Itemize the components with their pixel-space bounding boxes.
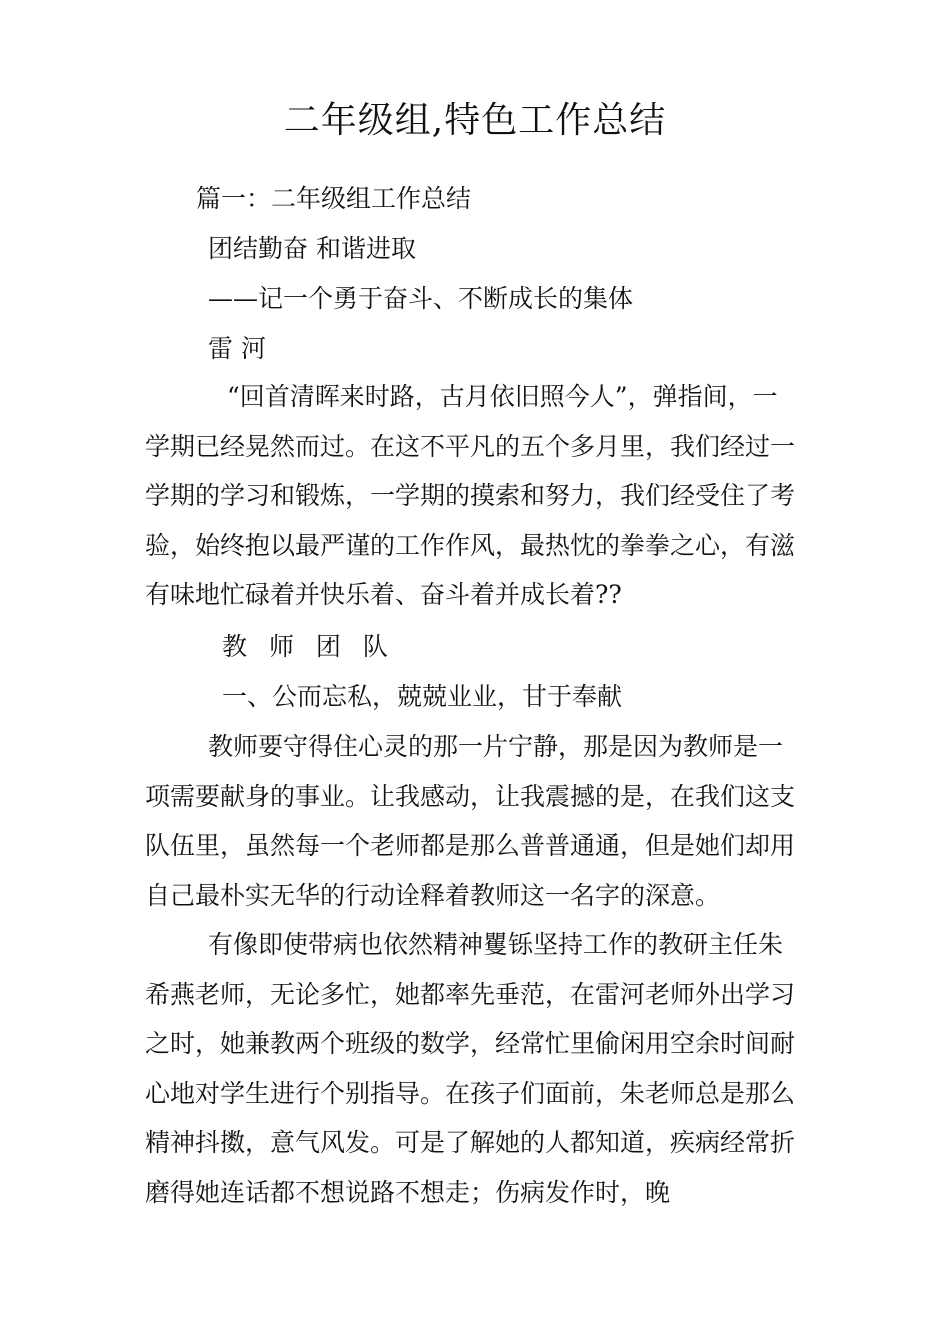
paragraph-line: “回首清晖来时路，古月依旧照今人”，弹指间，一 bbox=[227, 382, 778, 411]
paragraph-line: 学期已经晃然而过。在这不平凡的五个多月里，我们经过一 bbox=[145, 431, 796, 461]
article-subheading: ——记一个勇于奋斗、不断成长的集体 bbox=[208, 284, 634, 313]
section-subtitle: 一、公而忘私，兢兢业业，甘于奉献 bbox=[222, 682, 623, 711]
paragraph-line: 心地对学生进行个别指导。在孩子们面前，朱老师总是那么 bbox=[145, 1078, 796, 1108]
paragraph-line: 队伍里，虽然每一个老师都是那么普普通通，但是她们却用 bbox=[145, 831, 796, 860]
article-heading: 团结勤奋 和谐进取 bbox=[208, 234, 416, 263]
intro-paragraph bbox=[145, 372, 825, 620]
paragraph-line: 教师要守得住心灵的那一片宁静，那是因为教师是一 bbox=[208, 732, 784, 761]
body-paragraph-2 bbox=[145, 920, 825, 1217]
paragraph-line: 验，始终抱以最严谨的工作作风，最热忱的拳拳之心，有滋 bbox=[145, 530, 796, 560]
paragraph-line: 希燕老师，无论多忙，她都率先垂范，在雷河老师外出学习 bbox=[145, 979, 796, 1009]
body-paragraph-1 bbox=[145, 722, 825, 920]
section-title: 教 师 团 队 bbox=[222, 632, 395, 661]
paragraph-line: 学期的学习和锻炼，一学期的摸索和努力，我们经受住了考 bbox=[145, 481, 796, 510]
document-title: 二年级组,特色工作总结 bbox=[283, 100, 667, 141]
paragraph-line: 之时，她兼教两个班级的数学，经常忙里偷闲用空余时间耐 bbox=[145, 1029, 796, 1058]
paragraph-line: 有像即使带病也依然精神矍铄坚持工作的教研主任朱 bbox=[208, 930, 784, 959]
paragraph-line: 磨得她连话都不想说路不想走；伤病发作时，晚 bbox=[145, 1177, 671, 1207]
paragraph-line: 项需要献身的事业。让我感动，让我震撼的是，在我们这支 bbox=[145, 781, 796, 811]
article-label: 篇一：二年级组工作总结 bbox=[196, 184, 472, 213]
paragraph-line: 精神抖擞，意气风发。可是了解她的人都知道，疾病经常折 bbox=[145, 1128, 796, 1157]
author-name: 雷 河 bbox=[208, 334, 266, 363]
paragraph-line: 有味地忙碌着并快乐着、奋斗着并成长着?? bbox=[145, 580, 622, 609]
paragraph-line: 自己最朴实无华的行动诠释着教师这一名字的深意。 bbox=[145, 880, 721, 910]
